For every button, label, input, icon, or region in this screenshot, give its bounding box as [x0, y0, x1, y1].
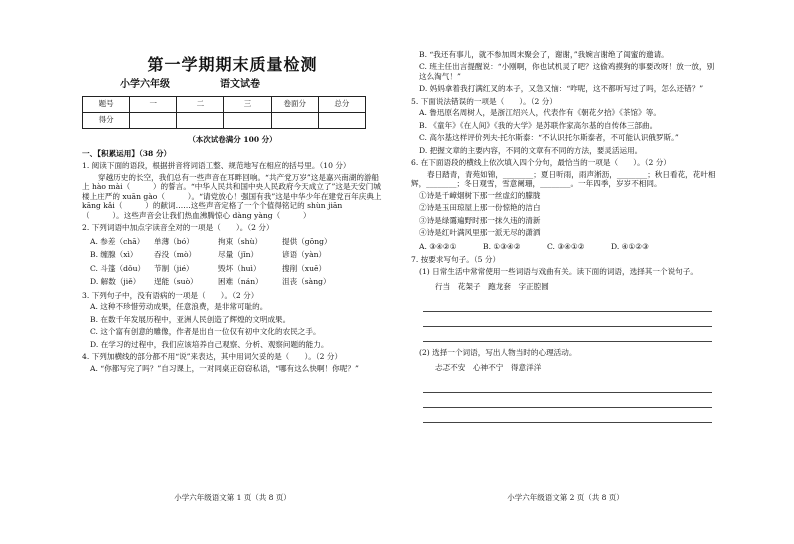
question-1: 1. 阅读下面的语段，根据拼音将词语工整、规范地写在相应的括号里。（10 分） — [82, 161, 351, 171]
score-header-cell: 二 — [177, 96, 224, 112]
score-cell[interactable] — [177, 112, 224, 128]
option-item: 毁坏（huì） — [218, 263, 261, 273]
score-cell[interactable] — [271, 112, 318, 128]
sentence-item: ②诗是玉田琼屋上那一份惊艳的洁白 — [419, 203, 541, 213]
answer-line[interactable] — [423, 330, 712, 342]
option-a: A. 鲁迅原名周树人，是浙江绍兴人，代表作有《朝花夕拾》《茶馆》等。 — [419, 108, 661, 118]
option-item: 单薄（bó） — [154, 236, 194, 246]
question-5: 5. 下面说法错误的一项是（ ）。（2 分） — [411, 96, 557, 106]
option-row — [82, 264, 383, 273]
choice-row — [411, 242, 716, 251]
answer-line[interactable] — [423, 315, 712, 327]
grade-label: 小学六年级 — [120, 79, 170, 90]
question-7-part-1: (1) 日常生活中常常使用一些词语与戏曲有关。读下面的词语，选择其一个说句子。 — [419, 266, 698, 276]
question-6: 6. 在下面语段的横线上依次填入四个分句，最恰当的一项是（ ）。（2 分） — [411, 158, 671, 168]
question-1-passage: 穿越历史的长空，我们总有一些声音在耳畔回响。“共产党万岁”这是嘉兴南湖的游船上 hào mài（ ）的誓言。“中华人民共和国中央人民政府今天成立了”这是天安门城楼上庄严的 xuān gào（ ）。“请党放心！强国有我”这是中华少年在建党百年庆典上 kāng kǎi（ ）的献词……这些声音定格了一个个值得铭记的 shùn jiān（ ）。这些声音会让我们热血沸腾惊心 dàng yàng（ ） — [82, 172, 382, 220]
option-item: 节制（jié） — [154, 263, 194, 273]
word-list: 忐忑不安 心神不宁 得意洋洋 — [435, 363, 542, 373]
page-footer: 小学六年级语文第 2 页（共 8 页） — [507, 492, 624, 502]
option-row — [82, 250, 383, 259]
option-item: 沮丧（sàng） — [282, 277, 331, 287]
question-6-passage: 春日踏青，青苑如锦，________；夏日听雨，雨声淅沥，________；秋日看花，花叶相辉，________；冬日观雪，雪意阑珊，________。一年四季，岁岁不相同。 — [411, 169, 716, 189]
choice-item: D. ④①②③ — [611, 241, 649, 251]
question-3: 3. 下列句子中，没有语病的一项是（ ）。（2 分） — [82, 290, 259, 300]
word-list: 行当 花架子 跑龙套 字正腔圆 — [435, 282, 549, 292]
option-row — [82, 237, 383, 246]
option-b: B. “我还有事儿，就不参加周末聚会了，谢谢，”我婉言谢绝了闺蜜的邀请。 — [419, 50, 669, 59]
sentence-item: ①诗是千嶂烟树下那一丝虚幻的朦胧 — [419, 190, 541, 200]
option-b: B. 《童年》《在人间》《我的大学》是苏联作家高尔基的自传体三部曲。 — [419, 120, 658, 130]
exam-title: 第一学期期末质量检测 — [147, 55, 318, 74]
score-header-cell: 一 — [130, 96, 177, 112]
score-cell[interactable] — [130, 112, 177, 128]
score-table — [82, 96, 366, 129]
page-footer: 小学六年级语文第 1 页（共 8 页） — [174, 492, 291, 502]
question-7: 7. 按要求写句子。（5 分） — [411, 255, 501, 265]
answer-line[interactable] — [423, 300, 712, 312]
answer-line[interactable] — [423, 396, 712, 408]
exam-page-2 — [397, 0, 794, 544]
answer-line[interactable] — [423, 411, 712, 423]
subject-label: 语文试卷 — [220, 79, 260, 90]
question-2: 2. 下列词语中加点字读音全对的一项是（ ）。（2 分） — [82, 223, 274, 233]
option-item: 谚语（yàn） — [282, 250, 327, 260]
exam-subtitle — [82, 79, 383, 92]
choice-item: C. ③④①② — [547, 241, 585, 251]
option-c: C. 班主任出言提醒说：“小刚啊，你也试机灵了吧？这偷鸡摸狗的事要改呀！放一放，别这么淘气！” — [419, 62, 715, 81]
score-cell[interactable] — [224, 112, 271, 128]
option-d: D. 妈妈拿着我打满红叉的本子，又急又恼：“咋呢，这不都听写过了吗，怎么还错？” — [419, 84, 704, 94]
option-item: 搜削（xuē） — [282, 263, 327, 273]
option-a: A. “你都写完了吗？”自习课上，一对同桌正窃窃私语，“哪有这么快啊！你呢？” — [90, 363, 359, 373]
section-heading: 一、【积累运用】（38 分） — [82, 148, 172, 158]
option-item: 困难（nán） — [218, 277, 263, 287]
option-item: B. 缠腺（xì） — [90, 250, 138, 260]
score-header-cell: 三 — [224, 96, 271, 112]
option-item: 提供（gōng） — [282, 236, 332, 246]
option-item: 逞能（suò） — [154, 277, 198, 287]
score-header-cell: 总分 — [318, 96, 365, 112]
option-d: D. 在学习的过程中，我们应该培养自己观察、分析、观察问题的能力。 — [90, 339, 329, 349]
score-value-row — [83, 112, 366, 128]
option-item: C. 斗篷（dǒu） — [90, 263, 146, 273]
answer-line[interactable] — [423, 381, 712, 393]
option-item: 尽量（jǐn） — [218, 250, 259, 260]
option-item: D. 解数（jiě） — [90, 277, 141, 287]
option-c: C. 高尔基这样评价列夫·托尔斯泰：“不认识托尔斯泰者，不可能认识俄罗斯。” — [419, 133, 679, 143]
score-header-cell: 卷面分 — [271, 96, 318, 112]
question-7-part-2: (2) 选择一个词语，写出人物当时的心理活动。 — [419, 347, 577, 357]
sentence-item: ④诗是红叶满风里那一派无尽的潇洒 — [419, 228, 541, 238]
choice-item: A. ③④②① — [419, 241, 457, 251]
option-item: 拘束（shù） — [218, 236, 263, 246]
score-header-row — [83, 96, 366, 112]
option-c: C. 这个富有创意的雕像，作者是出自一位仅有初中文化的农民之手。 — [90, 327, 321, 337]
question-4: 4. 下列加横线的部分都不用“说”来表达，其中用词欠妥的是（ ）。（2 分） — [82, 352, 343, 362]
full-score-note: （本次试卷满分 100 分） — [188, 134, 277, 144]
option-row — [82, 277, 383, 286]
sentence-item: ③诗是绿霭遍野时那一抹久违的清新 — [419, 215, 541, 225]
score-row-label: 得分 — [83, 112, 130, 128]
option-item: A. 参差（chā） — [90, 236, 145, 246]
option-d: D. 把握文章的主要内容，不同的文章有不同的方法，要灵活运用。 — [419, 145, 643, 155]
score-header-cell: 题号 — [83, 96, 130, 112]
choice-item: B. ①③④② — [483, 241, 521, 251]
option-b: B. 在数千年发展历程中，亚洲人民创造了辉煌的文明成果。 — [90, 314, 291, 324]
score-cell[interactable] — [318, 112, 365, 128]
option-item: 吞没（mò） — [154, 250, 197, 260]
option-a: A. 这种不珍惜劳动成果，任意浪费，是非常可耻的。 — [90, 302, 268, 312]
